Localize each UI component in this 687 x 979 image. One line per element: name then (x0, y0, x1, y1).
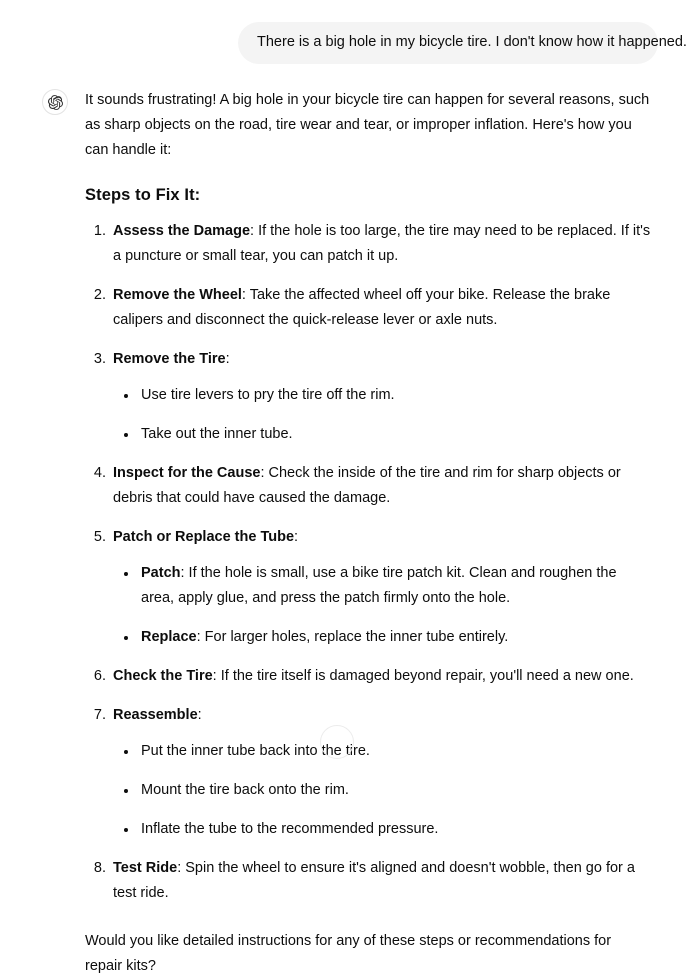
list-item (110, 347, 651, 447)
step-lead: Remove the Tire (113, 351, 226, 367)
step-body: : If the tire itself is damaged beyond repair, you'll need a new one. (212, 668, 634, 684)
sub-item-text: : For larger holes, replace the inner tube entirely. (196, 629, 509, 645)
steps-ordered-list (85, 219, 651, 906)
list-item (138, 383, 651, 408)
assistant-message-row (0, 64, 674, 979)
sub-item-text: Mount the tire back onto the rim. (141, 782, 349, 798)
list-item (138, 778, 651, 803)
step-body: : (197, 707, 202, 723)
sub-item-lead: Patch (141, 565, 181, 581)
step-lead: Reassemble (113, 707, 198, 723)
step-lead: Remove the Wheel (113, 287, 242, 303)
sub-item-text: Use tire levers to pry the tire off the rim. (141, 387, 395, 403)
step-body: : If the hole is too large, the tire may need to be replaced. If it's a puncture or small tear, you can patch it up. (113, 223, 651, 264)
list-item (110, 283, 651, 333)
assistant-avatar (42, 89, 68, 115)
list-item (110, 703, 651, 842)
step-body: : Check the inside of the tire and rim for sharp objects or debris that could have caused the damage. (113, 465, 621, 506)
list-item (110, 461, 651, 511)
sub-item-lead: Replace (141, 629, 197, 645)
user-message-bubble[interactable]: There is a big hole in my bicycle tire. I don't know how it happened. (238, 22, 658, 64)
step-body: : Spin the wheel to ensure it's aligned and doesn't wobble, then go for a test ride. (113, 860, 635, 901)
step-lead: Inspect for the Cause (113, 465, 261, 481)
list-item (110, 664, 651, 689)
list-item (138, 739, 651, 764)
sub-item-text: : If the hole is small, use a bike tire patch kit. Clean and roughen the area, apply glue, and press the patch firmly onto the hole. (141, 565, 617, 606)
assistant-intro-paragraph: It sounds frustrating! A big hole in your bicycle tire can happen for several reasons, such as sharp objects on the road, tire wear and tear, or improper inflation. Here's how you can handle it: (85, 92, 650, 158)
list-item (138, 422, 651, 447)
openai-logo-icon (48, 95, 63, 110)
list-item (110, 525, 651, 650)
sub-bullet-list (113, 739, 651, 842)
step-lead: Test Ride (113, 860, 178, 876)
step-body: : (225, 351, 230, 367)
step-lead: Check the Tire (113, 668, 213, 684)
list-item (138, 625, 651, 650)
sub-item-text: Take out the inner tube. (141, 426, 293, 442)
sub-bullet-list (113, 561, 651, 650)
step-body: : Take the affected wheel off your bike. Release the brake calipers and disconnect the quick-release lever or axle nuts. (113, 287, 611, 328)
sub-item-text: Put the inner tube back into the tire. (141, 743, 370, 759)
step-body: : (294, 529, 299, 545)
step-lead: Patch or Replace the Tube (113, 529, 295, 545)
user-message-row (0, 0, 687, 64)
list-item (138, 817, 651, 842)
assistant-message-content (85, 88, 657, 979)
sub-bullet-list (113, 383, 651, 447)
list-item (110, 219, 651, 269)
list-item (110, 856, 651, 906)
assistant-outro-paragraph: Would you like detailed instructions for any of these steps or recommendations for repair kits? (85, 933, 612, 974)
list-item (138, 561, 651, 611)
steps-heading: Steps to Fix It: (85, 186, 201, 204)
step-lead: Assess the Damage (113, 223, 251, 239)
sub-item-text: Inflate the tube to the recommended pressure. (141, 821, 439, 837)
